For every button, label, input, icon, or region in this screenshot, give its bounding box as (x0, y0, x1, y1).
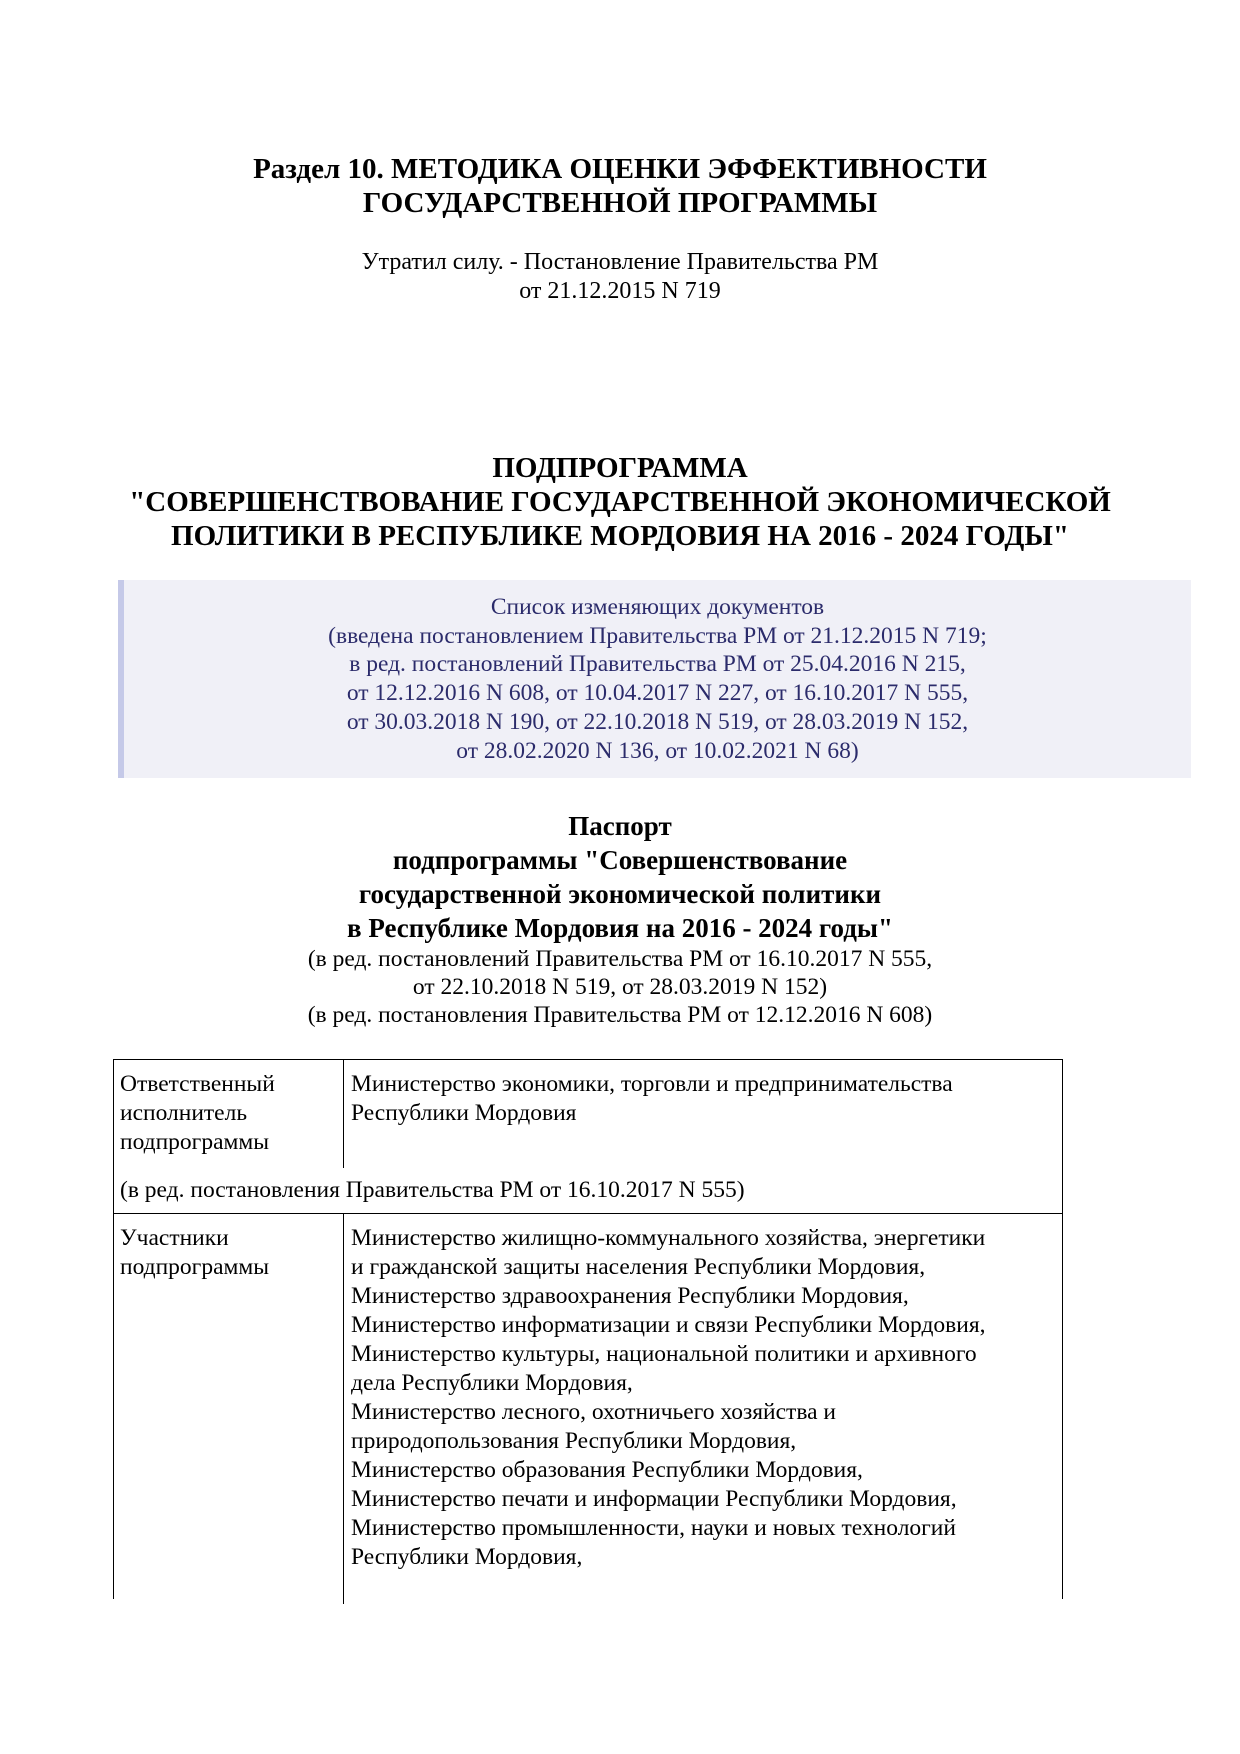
amendments-box (118, 580, 1191, 778)
amendment-line: в ред. постановлений Правительства РМ от 25.04.2016 N 215, (349, 651, 966, 678)
note-line: (в ред. постановлений Правительства РМ от 16.10.2017 N 555, (307, 946, 933, 972)
title-line: в Республике Мордовия на 2016 - 2024 годы" (347, 913, 893, 943)
value-line: Министерство информатизации и связи Республики Мордовия, (351, 1312, 986, 1338)
passport-notes (0, 945, 1240, 1029)
value-line: Министерство экономики, торговли и предпринимательства (351, 1071, 953, 1097)
amendment-line: от 30.03.2018 N 190, от 22.10.2018 N 519, от 28.03.2019 N 152, (346, 708, 969, 735)
title-line: ПОДПРОГРАММА (492, 452, 748, 484)
note-line: от 22.10.2018 N 519, от 28.03.2019 N 152) (412, 974, 828, 1000)
value-line: Министерство образования Республики Мордовия, (351, 1457, 863, 1483)
row-amendment-note: (в ред. постановления Правительства РМ от 16.10.2017 N 555) (114, 1168, 1062, 1214)
value-line: Министерство лесного, охотничьего хозяйства и (351, 1399, 836, 1425)
label-line: исполнитель (120, 1100, 248, 1126)
title-line: государственной экономической политики (358, 879, 882, 909)
note-line: от 21.12.2015 N 719 (519, 278, 721, 304)
amendments-heading: Список изменяющих документов (490, 594, 825, 620)
value-line: дела Республики Мордовия, (351, 1370, 633, 1396)
value-line: Министерство жилищно-коммунального хозяйства, энергетики (351, 1225, 986, 1251)
label-line: подпрограммы (120, 1254, 270, 1280)
value-line: Республики Мордовия, (351, 1544, 583, 1570)
label-line: Участники (120, 1225, 229, 1251)
passport-title (0, 809, 1240, 945)
repealed-note (0, 248, 1240, 306)
value-line: Республики Мордовия (351, 1100, 577, 1126)
value-line: Министерство промышленности, науки и новых технологий (351, 1515, 956, 1541)
note-line: (в ред. постановления Правительства РМ от 12.12.2016 N 608) (307, 1002, 933, 1028)
row-value (344, 1214, 1062, 1604)
amendment-line: (введена постановлением Правительства РМ от 21.12.2015 N 719; (328, 622, 987, 649)
note-line: Утратил силу. - Постановление Правительства РМ (361, 249, 879, 275)
subprogram-title (0, 451, 1240, 553)
title-line: "СОВЕРШЕНСТВОВАНИЕ ГОСУДАРСТВЕННОЙ ЭКОНОМИЧЕСКОЙ (129, 486, 1111, 518)
title-line: ГОСУДАРСТВЕННОЙ ПРОГРАММЫ (362, 187, 878, 219)
value-line: природопользования Республики Мордовия, (351, 1428, 797, 1454)
title-line: ПОЛИТИКИ В РЕСПУБЛИКЕ МОРДОВИЯ НА 2016 - 2024 ГОДЫ" (171, 520, 1069, 552)
label-line: Ответственный (120, 1071, 275, 1097)
passport-table (113, 1059, 1063, 1599)
value-line: Министерство печати и информации Республики Мордовия, (351, 1486, 957, 1512)
title-line: Раздел 10. МЕТОДИКА ОЦЕНКИ ЭФФЕКТИВНОСТИ (253, 153, 987, 185)
title-line: подпрограммы "Совершенствование (392, 845, 848, 875)
section-10-title (0, 152, 1240, 220)
amendment-line: от 12.12.2016 N 608, от 10.04.2017 N 227, от 16.10.2017 N 555, (346, 680, 969, 707)
row-label (114, 1214, 344, 1604)
row-value (344, 1060, 1062, 1168)
label-line: подпрограммы (120, 1129, 270, 1155)
value-line: Министерство культуры, национальной политики и архивного (351, 1341, 977, 1367)
value-line: и гражданской защиты населения Республики Мордовия, (351, 1254, 926, 1280)
table-row-responsible (114, 1060, 1062, 1168)
amendment-line: от 28.02.2020 N 136, от 10.02.2021 N 68) (456, 737, 859, 764)
title-line: Паспорт (568, 811, 672, 841)
row-label (114, 1060, 344, 1168)
table-row-participants (114, 1214, 1062, 1604)
value-line: Министерство здравоохранения Республики Мордовия, (351, 1283, 909, 1309)
